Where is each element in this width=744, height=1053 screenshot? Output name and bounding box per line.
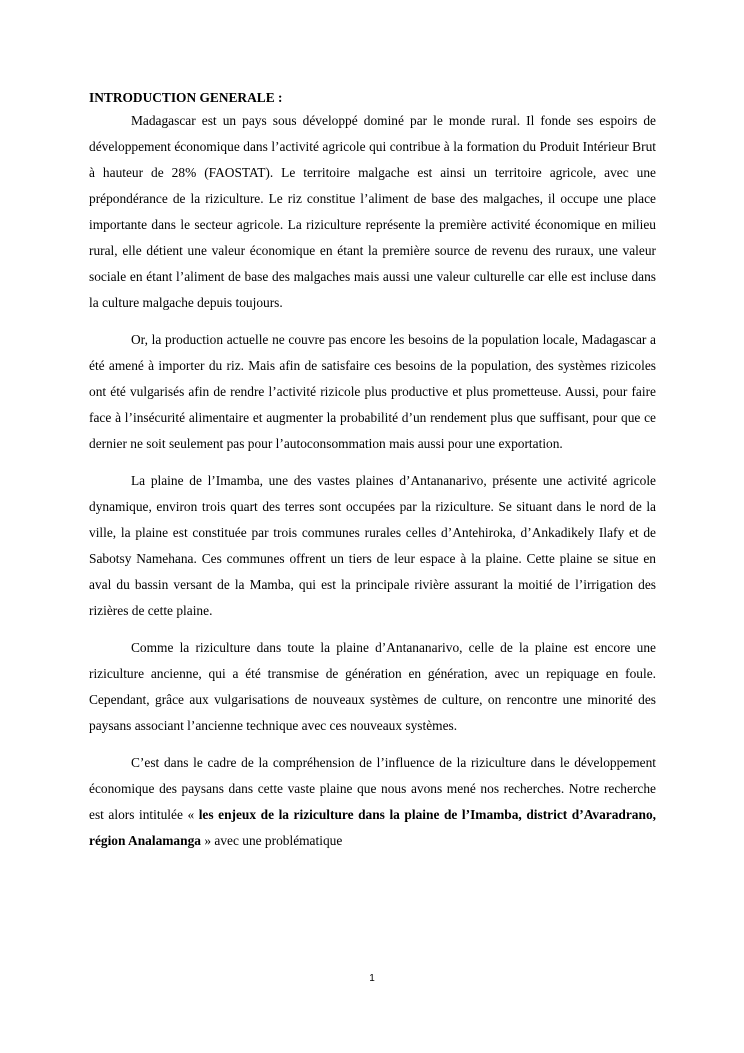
paragraph-4: Comme la riziculture dans toute la plaine d’Antananarivo, celle de la plaine est encore une riziculture ancienne, qui a été transmise de génération en génération, avec un repiquage en foule. Cependant, grâce aux vulgarisations de nouveaux systèmes de culture, on rencontre une minorité des paysans associant l’ancienne technique avec ces nouveaux systèmes. bbox=[89, 640, 656, 733]
paragraph-5 bbox=[89, 750, 656, 854]
paragraph-5-intro: C’est dans le cadre de la compréhension de l’influence de la riziculture dans le développement économique des paysans dans cette vaste plaine que nous avons mené nos recherches. Notre recherche est alors intitulée « bbox=[89, 755, 656, 822]
research-title: les enjeux de la riziculture dans la plaine de l’Imamba, district d’Avaradrano, région Analamanga bbox=[89, 807, 656, 848]
paragraph-1: Madagascar est un pays sous développé dominé par le monde rural. Il fonde ses espoirs de développement économique dans l’activité agricole qui contribue à la formation du Produit Intérieur Brut à hauteur de 28% (FAOSTAT). Le territoire malgache est ainsi un territoire agricole, avec une prépondérance de la riziculture. Le riz constitue l’aliment de base des malgaches, il occupe une place importante dans le secteur agricole. La riziculture représente la première activité économique en milieu rural, elle détient une valeur économique en étant la première source de revenu des ruraux, une valeur sociale en étant l’aliment de base des malgaches mais aussi une valeur culturelle car elle est incluse dans la culture malgache depuis toujours. bbox=[89, 113, 656, 310]
paragraph-5-outro: » avec une problématique bbox=[200, 833, 343, 848]
document-body bbox=[89, 88, 656, 865]
paragraph-3: La plaine de l’Imamba, une des vastes plaines d’Antananarivo, présente une activité agricole dynamique, environ trois quart des terres sont occupées par la riziculture. Se situant dans le nord de la ville, la plaine est constituée par trois communes rurales celles d’Antehiroka, d’Ankadikely Ilafy et de Sabotsy Namehana. Ces communes offrent un tiers de leur espace à la plaine. Cette plaine se situe en aval du bassin versant de la Mamba, qui est la principale rivière assurant la moitié de l’irrigation des rizières de cette plaine. bbox=[89, 473, 656, 618]
page-number: 1 bbox=[369, 973, 375, 984]
section-heading: INTRODUCTION GENERALE : bbox=[89, 90, 283, 105]
paragraph-2: Or, la production actuelle ne couvre pas encore les besoins de la population locale, Madagascar a été amené à importer du riz. Mais afin de satisfaire ces besoins de la population, des systèmes rizicoles ont été vulgarisés afin de rendre l’activité rizicole plus productive et plus prometteuse. Aussi, pour faire face à l’insécurité alimentaire et augmenter la probabilité d’un rendement plus que suffisant, pour que ce dernier ne soit seulement pas pour l’autoconsommation mais aussi pour une exportation. bbox=[89, 332, 656, 451]
